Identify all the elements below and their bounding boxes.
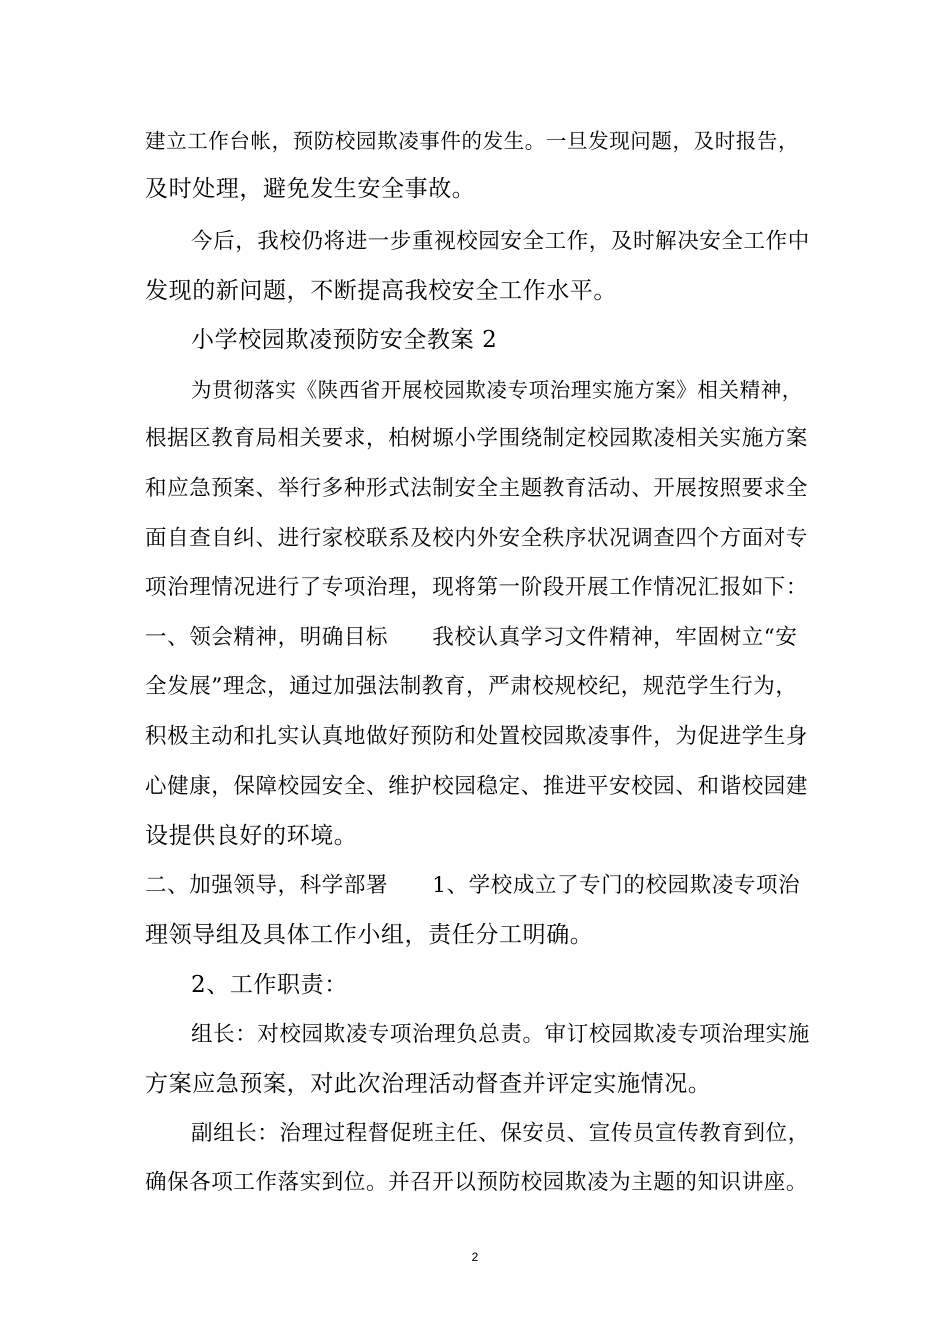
paragraph-start: 今后，我校仍将进一步重视校园安全工作，及时解决安全工作中 bbox=[191, 229, 810, 254]
text-line: 项治理情况进行了专项治理，现将第一阶段开展工作情况汇报如下： bbox=[145, 575, 809, 600]
section-heading: 小学校园欺凌预防安全教案 2 bbox=[191, 327, 498, 353]
text-line: 二、加强领导，科学部署 1、学校成立了专门的校园欺凌专项治 bbox=[145, 873, 801, 898]
paragraph-start: 组长：对校园欺凌专项治理负总责。审订校园欺凌专项治理实施 bbox=[191, 1022, 810, 1047]
text-line: 发现的新问题，不断提高我校安全工作水平。 bbox=[145, 278, 617, 304]
text-line: 理领导组及具体工作小组，责任分工明确。 bbox=[145, 922, 594, 948]
paragraph-start: 副组长：治理过程督促班主任、保安员、宣传员宣传教育到位， bbox=[191, 1121, 810, 1146]
text-line: 和应急预案、举行多种形式法制安全主题教育活动、开展按照要求全 bbox=[145, 476, 809, 501]
text-line: 积极主动和扎实认真地做好预防和处置校园欺凌事件，为促进学生身 bbox=[145, 724, 809, 749]
text-line: 设提供良好的环境。 bbox=[145, 823, 358, 849]
text-line: 方案应急预案，对此次治理活动督查并评定实施情况。 bbox=[145, 1071, 712, 1097]
text-line: 心健康，保障校园安全、维护校园稳定、推进平安校园、和谐校园建 bbox=[145, 774, 809, 799]
text-line: 根据区教育局相关要求，柏树塬小学围绕制定校园欺凌相关实施方案 bbox=[145, 426, 809, 451]
page-number: 2 bbox=[471, 1250, 479, 1264]
paragraph-start: 2、工作职责： bbox=[191, 972, 348, 998]
text-line: 一、领会精神，明确目标 我校认真学习文件精神，牢固树立“安 bbox=[145, 625, 798, 650]
text-line: 建立工作台帐，预防校园欺凌事件的发生。一旦发现问题，及时报告， bbox=[145, 129, 800, 153]
text-line: 确保各项工作落实到位。并召开以预防校园欺凌为主题的知识讲座。 bbox=[145, 1170, 809, 1195]
paragraph-start: 为贯彻落实《陕西省开展校园欺凌专项治理实施方案》相关精神， bbox=[191, 378, 803, 402]
text-line: 及时处理，避免发生安全事故。 bbox=[145, 176, 476, 202]
text-line: 全发展”理念，通过加强法制教育，严肃校规校纪，规范学生行为， bbox=[145, 674, 798, 699]
text-line: 面自查自纠、进行家校联系及校内外安全秩序状况调查四个方面对专 bbox=[145, 526, 809, 551]
